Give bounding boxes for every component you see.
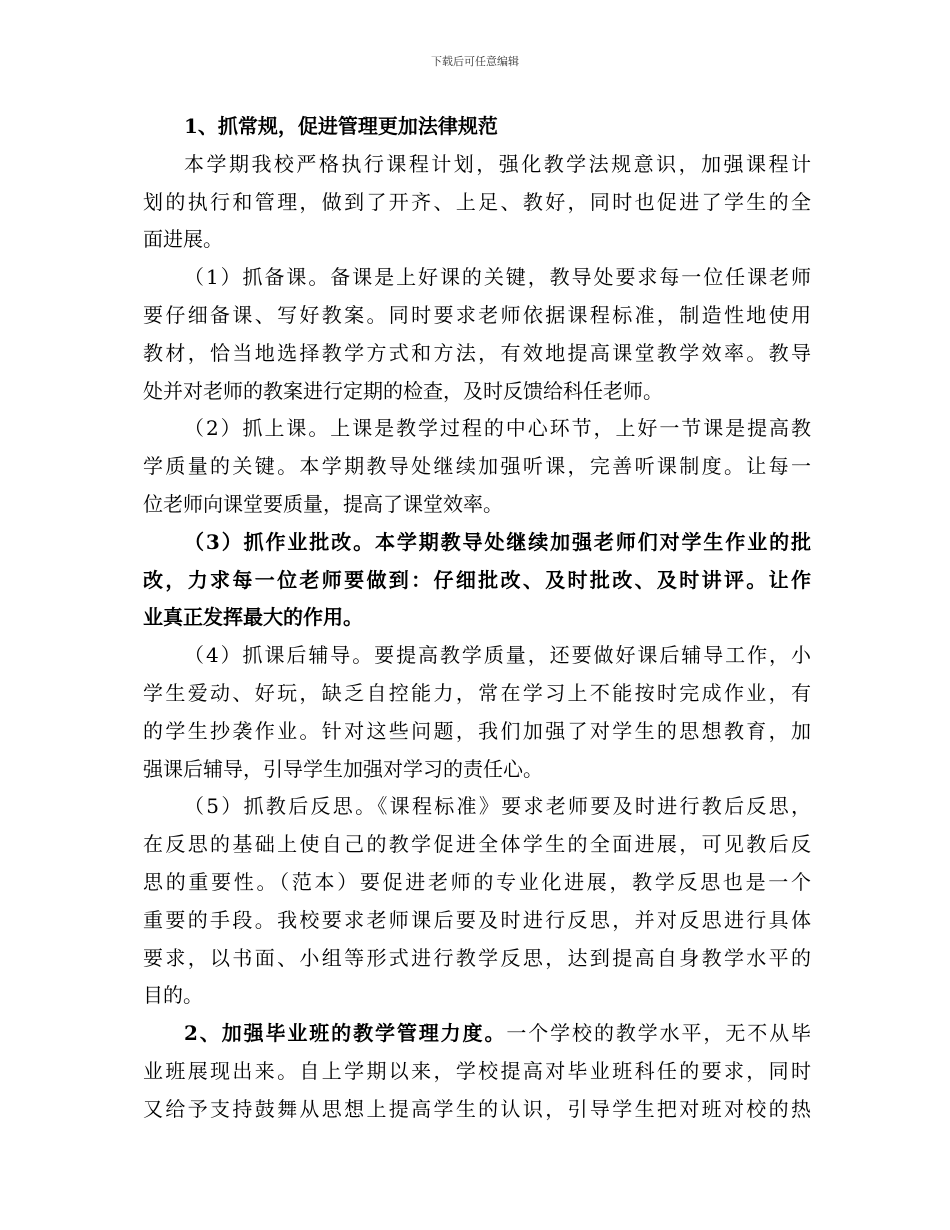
paragraph-line: 位老师向课堂要质量，提高了课堂效率。 (143, 491, 503, 516)
paragraph-line: 在反思的基础上使自己的教学促进全体学生的全面进展，可见教后反 (143, 832, 814, 857)
bold-paragraph-line: 改，力求每一位老师要做到：仔细批改、及时批改、及时讲评。让作 (143, 567, 814, 592)
paragraph-line: 的学生抄袭作业。针对这些问题，我们加强了对学生的思想教育，加 (143, 718, 814, 743)
bold-paragraph-line: （3）抓作业批改。本学期教导处继续加强老师们对学生作业的批 (184, 529, 813, 554)
paragraph-line: 处并对老师的教案进行定期的检查，及时反馈给科任老师。 (143, 378, 663, 403)
heading-2: 2、加强毕业班的教学管理力度。 (184, 1021, 507, 1046)
document-body (143, 108, 814, 1129)
paragraph-line: （2）抓上课。上课是教学过程的中心环节，上好一节课是提高教 (184, 416, 813, 441)
paragraph-line: 重要的手段。我校要求老师课后要及时进行反思，并对反思进行具体 (143, 907, 814, 932)
paragraph-line: 业班展现出来。自上学期以来，学校提高对毕业班科任的要求，同时 (143, 1058, 814, 1083)
paragraph-line: 本学期我校严格执行课程计划，强化教学法规意识，加强课程计 (184, 151, 814, 176)
bold-paragraph-line: 业真正发挥最大的作用。 (143, 605, 363, 630)
paragraph-line: 强课后辅导，引导学生加强对学习的责任心。 (143, 756, 543, 781)
page-header: 下载后可任意编辑 (431, 55, 519, 68)
paragraph-line: 又给予支持鼓舞从思想上提高学生的认识，引导学生把对班对校的热 (143, 1096, 814, 1121)
paragraph-line: 学质量的关键。本学期教导处继续加强听课，完善听课制度。让每一 (143, 454, 814, 479)
paragraph-line: 学生爱动、好玩，缺乏自控能力，常在学习上不能按时完成作业，有 (143, 680, 814, 705)
heading-2-line (143, 1015, 811, 1053)
paragraph-line: 思的重要性。（范本）要促进老师的专业化进展，教学反思也是一个 (143, 869, 814, 894)
paragraph-line: 划的执行和管理，做到了开齐、上足、教好，同时也促进了学生的全 (143, 189, 814, 214)
paragraph-line: （5）抓教后反思。《课程标准》要求老师要及时进行教后反思， (184, 794, 814, 819)
paragraph-line: （1）抓备课。备课是上好课的关键，教导处要求每一位任课老师 (184, 265, 813, 290)
paragraph-line: 目的。 (143, 983, 203, 1008)
paragraph-line: 教材，恰当地选择教学方式和方法，有效地提高课堂教学效率。教导 (143, 340, 814, 365)
heading-1: 1、抓常规，促进管理更加法律规范 (184, 114, 498, 138)
paragraph-line: （4）抓课后辅导。要提高教学质量，还要做好课后辅导工作，小 (184, 643, 813, 668)
heading-2-continuation: 一个学校的教学水平，无不从毕 (506, 1021, 813, 1046)
paragraph-line: 面进展。 (143, 227, 223, 252)
paragraph-line: 要仔细备课、写好教案。同时要求老师依据课程标准，制造性地使用 (143, 302, 814, 327)
paragraph-line: 要求，以书面、小组等形式进行教学反思，达到提高自身教学水平的 (143, 945, 814, 970)
